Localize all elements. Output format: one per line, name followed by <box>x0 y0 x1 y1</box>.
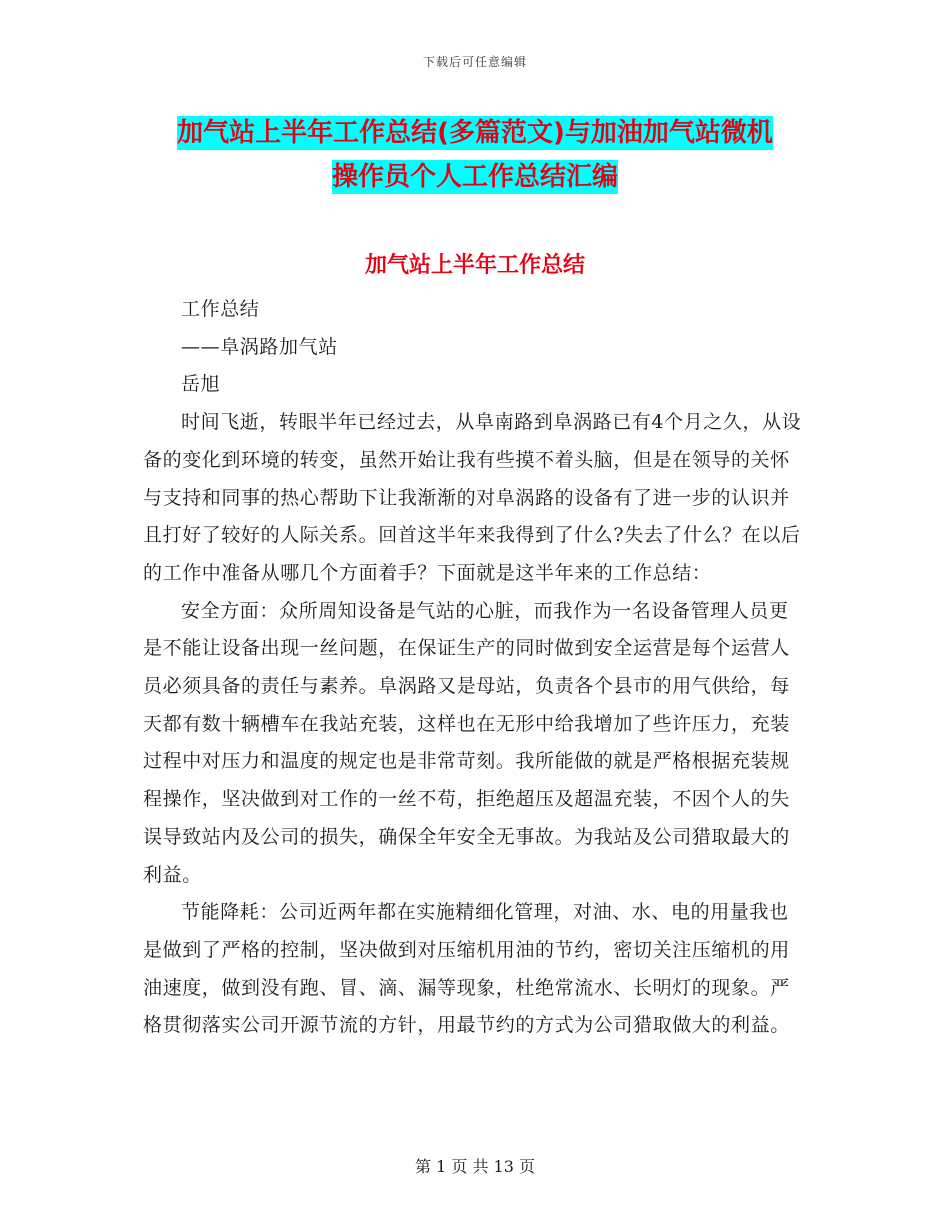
paragraph-energy-saving: 节能降耗：公司近两年都在实施精细化管理，对油、水、电的用量我也是做到了严格的控制，坚决做到对压缩机用油的节约，密切关注压缩机的用油速度，做到没有跑、冒、滴、漏等现象，杜绝常流水、长明灯的现象。严格贯彻落实公司开源节流的方针，用最节约的方式为公司猎取做大的利益。 <box>143 901 790 1037</box>
document-title-text-1: 加气站上半年工作总结(多篇范文)与加油加气站微机 <box>177 118 773 148</box>
section-title: 加气站上半年工作总结 <box>364 253 585 278</box>
document-title-line-1 <box>0 112 950 149</box>
document-body <box>143 291 808 1045</box>
document-title-text-2: 操作员个人工作总结汇编 <box>331 162 618 192</box>
paragraph-author: 岳旭 <box>181 373 221 396</box>
paragraph-safety: 安全方面：众所周知设备是气站的心脏，而我作为一名设备管理人员更是不能让设备出现一丝问题，在保证生产的同时做到安全运营是每个运营人员必须具备的责任与素养。阜涡路又是母站，负责各个县市的用气供给，每天都有数十辆槽车在我站充装，这样也在无形中给我增加了些许压力，充装过程中对压力和温度的规定也是非常苛刻。我所能做的就是严格根据充装规程操作，坚决做到对工作的一丝不苟，拒绝超压及超温充装，不因个人的失误导致站内及公司的损失，确保全年安全无事故。为我站及公司猎取最大的利益。 <box>143 599 790 886</box>
page-header-note: 下载后可任意编辑 <box>422 55 527 69</box>
paragraph-station: ——阜涡路加气站 <box>181 335 338 358</box>
document-title-line-2 <box>0 156 950 193</box>
paragraph-heading: 工作总结 <box>181 298 260 320</box>
page-number: 第 1 页 共 13 页 <box>415 1157 535 1176</box>
paragraph-intro: 时间飞逝，转眼半年已经过去，从阜南路到阜涡路已有4个月之久，从设备的变化到环境的转变，虽然开始让我有些摸不着头脑，但是在领导的关怀与支持和同事的热心帮助下让我渐渐的对阜涡路的设备有了进一步的认识并且打好了较好的人际关系。回首这半年来我得到了什么?失去了什么？在以后的工作中准备从哪几个方面着手？下面就是这半年来的工作总结： <box>143 411 802 584</box>
